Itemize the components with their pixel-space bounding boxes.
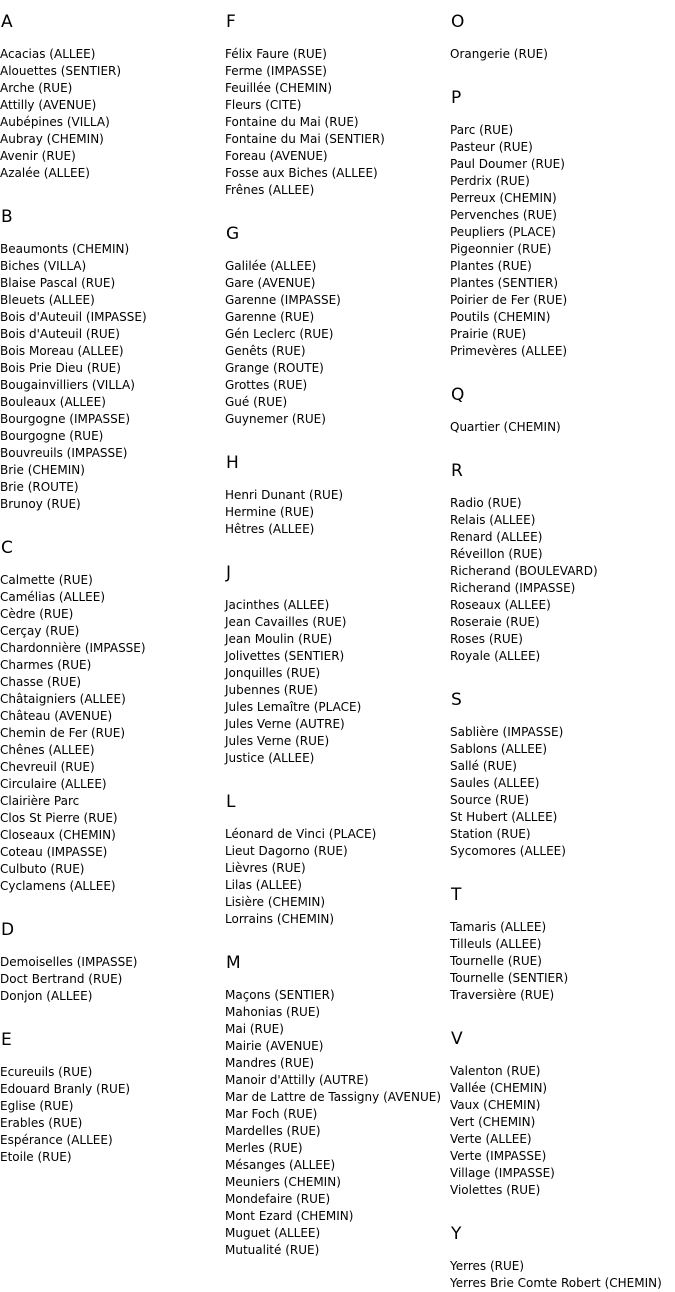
street-list — [225, 46, 450, 199]
street-item: Ecureuils (RUE) — [0, 1065, 93, 1079]
street-item: Foreau (AVENUE) — [225, 149, 328, 163]
street-list — [225, 487, 450, 538]
street-item: Eglise (RUE) — [0, 1099, 74, 1113]
street-item: Vert (CHEMIN) — [450, 1115, 536, 1129]
street-list — [0, 1064, 225, 1166]
street-list — [225, 258, 450, 428]
street-item: St Hubert (ALLEE) — [450, 810, 558, 824]
street-item: Merles (RUE) — [225, 1141, 303, 1155]
street-item: Bleuets (ALLEE) — [0, 293, 95, 307]
section-letter-heading: D — [1, 920, 15, 940]
street-item: Alouettes (SENTIER) — [0, 64, 122, 78]
street-list — [450, 122, 675, 360]
section-spacer — [225, 928, 450, 953]
section-letter-heading: A — [1, 12, 13, 32]
street-item: Lisière (CHEMIN) — [225, 895, 326, 909]
street-item: Calmette (RUE) — [0, 573, 93, 587]
street-item: Relais (ALLEE) — [450, 513, 536, 527]
section-m — [225, 953, 450, 1259]
street-item: Pervenches (RUE) — [450, 208, 557, 222]
street-item: Jean Moulin (RUE) — [225, 632, 333, 646]
street-item: Chevreuil (RUE) — [0, 760, 95, 774]
section-spacer — [225, 538, 450, 563]
street-list — [0, 572, 225, 895]
section-spacer — [225, 428, 450, 453]
street-item: Mar Foch (RUE) — [225, 1107, 318, 1121]
street-list — [450, 495, 675, 665]
street-item: Richerand (IMPASSE) — [450, 581, 576, 595]
section-y — [450, 1224, 675, 1292]
street-item: Bourgogne (RUE) — [0, 429, 104, 443]
street-item: Saules (ALLEE) — [450, 776, 540, 790]
street-item: Aubray (CHEMIN) — [0, 132, 104, 146]
street-list — [225, 987, 450, 1259]
section-letter-heading: O — [451, 12, 465, 32]
section-spacer — [225, 199, 450, 224]
street-item: Sycomores (ALLEE) — [450, 844, 566, 858]
street-item: Azalée (ALLEE) — [0, 166, 90, 180]
street-item: Bourgogne (IMPASSE) — [0, 412, 131, 426]
street-item: Mutualité (RUE) — [225, 1243, 320, 1257]
street-item: Plantes (RUE) — [450, 259, 532, 273]
street-item: Traversière (RUE) — [450, 988, 555, 1002]
section-l — [225, 792, 450, 953]
street-item: Réveillon (RUE) — [450, 547, 543, 561]
section-spacer — [0, 1005, 225, 1030]
street-item: Avenir (RUE) — [0, 149, 76, 163]
street-item: Muguet (ALLEE) — [225, 1226, 321, 1240]
section-j — [225, 563, 450, 792]
street-item: Clos St Pierre (RUE) — [0, 811, 118, 825]
section-c — [0, 538, 225, 920]
street-list — [450, 724, 675, 860]
street-item: Bois d'Auteuil (RUE) — [0, 327, 120, 341]
street-item: Guynemer (RUE) — [225, 412, 326, 426]
street-item: Beaumonts (CHEMIN) — [0, 242, 130, 256]
street-item: Maçons (SENTIER) — [225, 988, 335, 1002]
street-list — [0, 954, 225, 1005]
street-item: Pigeonnier (RUE) — [450, 242, 552, 256]
street-item: Roses (RUE) — [450, 632, 523, 646]
street-list — [450, 1063, 675, 1199]
street-list — [0, 241, 225, 513]
street-item: Bouvreuils (IMPASSE) — [0, 446, 128, 460]
section-letter-heading: Y — [451, 1224, 462, 1244]
street-item: Château (AVENUE) — [0, 709, 113, 723]
street-item: Félix Faure (RUE) — [225, 47, 327, 61]
street-item: Tilleuls (ALLEE) — [450, 937, 542, 951]
section-r — [450, 461, 675, 690]
street-column-2 — [225, 0, 450, 1259]
street-item: Lorrains (CHEMIN) — [225, 912, 335, 926]
street-item: Village (IMPASSE) — [450, 1166, 555, 1180]
street-list — [225, 826, 450, 928]
street-item: Jolivettes (SENTIER) — [225, 649, 345, 663]
section-letter-heading: C — [1, 538, 13, 558]
street-item: Perreux (CHEMIN) — [450, 191, 557, 205]
section-g — [225, 224, 450, 453]
street-item: Genêts (RUE) — [225, 344, 306, 358]
section-spacer — [450, 360, 675, 385]
street-item: Châtaigniers (ALLEE) — [0, 692, 126, 706]
section-spacer — [0, 513, 225, 538]
street-item: Bois d'Auteuil (IMPASSE) — [0, 310, 147, 324]
street-item: Primevères (ALLEE) — [450, 344, 568, 358]
street-item: Biches (VILLA) — [0, 259, 87, 273]
street-item: Camélias (ALLEE) — [0, 590, 105, 604]
section-spacer — [450, 436, 675, 461]
street-item: Orangerie (RUE) — [450, 47, 548, 61]
section-spacer — [225, 767, 450, 792]
street-item: Quartier (CHEMIN) — [450, 420, 561, 434]
section-letter-heading: J — [226, 563, 232, 583]
street-item: Vaux (CHEMIN) — [450, 1098, 541, 1112]
street-item: Brunoy (RUE) — [0, 497, 81, 511]
street-item: Attilly (AVENUE) — [0, 98, 97, 112]
street-item: Bougainvilliers (VILLA) — [0, 378, 135, 392]
street-item: Plantes (SENTIER) — [450, 276, 559, 290]
street-item: Mont Ezard (CHEMIN) — [225, 1209, 354, 1223]
street-item: Erables (RUE) — [0, 1116, 83, 1130]
street-item: Bouleaux (ALLEE) — [0, 395, 106, 409]
street-item: Circulaire (ALLEE) — [0, 777, 107, 791]
street-item: Radio (RUE) — [450, 496, 522, 510]
street-item: Grottes (RUE) — [225, 378, 308, 392]
section-spacer — [450, 665, 675, 690]
section-t — [450, 885, 675, 1029]
section-letter-heading: R — [451, 461, 463, 481]
section-letter-heading: F — [226, 12, 236, 32]
street-item: Mondefaire (RUE) — [225, 1192, 331, 1206]
street-item: Poirier de Fer (RUE) — [450, 293, 568, 307]
street-list — [0, 46, 225, 182]
street-item: Mairie (AVENUE) — [225, 1039, 324, 1053]
street-item: Tamaris (ALLEE) — [450, 920, 547, 934]
street-item: Henri Dunant (RUE) — [225, 488, 344, 502]
section-letter-heading: H — [226, 453, 239, 473]
street-item: Roseraie (RUE) — [450, 615, 540, 629]
section-letter-heading: P — [451, 88, 462, 108]
street-item: Peupliers (PLACE) — [450, 225, 556, 239]
street-item: Brie (ROUTE) — [0, 480, 79, 494]
street-item: Pasteur (RUE) — [450, 140, 533, 154]
section-spacer — [450, 1004, 675, 1029]
street-item: Brie (CHEMIN) — [0, 463, 85, 477]
street-item: Mahonias (RUE) — [225, 1005, 321, 1019]
street-item: Edouard Branly (RUE) — [0, 1082, 131, 1096]
street-item: Garenne (RUE) — [225, 310, 315, 324]
street-item: Doct Bertrand (RUE) — [0, 972, 123, 986]
street-list — [450, 46, 675, 63]
street-item: Lieut Dagorno (RUE) — [225, 844, 348, 858]
section-s — [450, 690, 675, 885]
street-item: Donjon (ALLEE) — [0, 989, 93, 1003]
section-spacer — [450, 63, 675, 88]
street-item: Galilée (ALLEE) — [225, 259, 317, 273]
street-item: Prairie (RUE) — [450, 327, 527, 341]
street-item: Etoile (RUE) — [0, 1150, 72, 1164]
section-spacer — [0, 895, 225, 920]
section-spacer — [450, 860, 675, 885]
street-item: Verte (ALLEE) — [450, 1132, 532, 1146]
street-item: Sallé (RUE) — [450, 759, 517, 773]
street-item: Renard (ALLEE) — [450, 530, 543, 544]
street-item: Chemin de Fer (RUE) — [0, 726, 126, 740]
street-item: Aubépines (VILLA) — [0, 115, 110, 129]
street-item: Gén Leclerc (RUE) — [225, 327, 334, 341]
street-item: Grange (ROUTE) — [225, 361, 324, 375]
section-o — [450, 12, 675, 88]
street-item: Mandres (RUE) — [225, 1056, 315, 1070]
street-item: Ferme (IMPASSE) — [225, 64, 327, 78]
street-item: Hêtres (ALLEE) — [225, 522, 315, 536]
street-item: Gué (RUE) — [225, 395, 288, 409]
street-item: Coteau (IMPASSE) — [0, 845, 108, 859]
section-q — [450, 385, 675, 461]
street-item: Léonard de Vinci (PLACE) — [225, 827, 377, 841]
street-item: Perdrix (RUE) — [450, 174, 530, 188]
street-item: Jacinthes (ALLEE) — [225, 598, 330, 612]
street-item: Cerçay (RUE) — [0, 624, 80, 638]
section-letter-heading: V — [451, 1029, 463, 1049]
street-item: Espérance (ALLEE) — [0, 1133, 113, 1147]
section-letter-heading: B — [1, 207, 13, 227]
street-item: Sablons (ALLEE) — [450, 742, 548, 756]
section-p — [450, 88, 675, 385]
street-item: Chênes (ALLEE) — [0, 743, 95, 757]
section-letter-heading: M — [226, 953, 241, 973]
street-item: Jules Verne (RUE) — [225, 734, 330, 748]
street-item: Jules Lemaître (PLACE) — [225, 700, 362, 714]
street-item: Verte (IMPASSE) — [450, 1149, 547, 1163]
street-item: Bois Prie Dieu (RUE) — [0, 361, 121, 375]
street-item: Jules Verne (AUTRE) — [225, 717, 345, 731]
section-letter-heading: G — [226, 224, 240, 244]
street-item: Valenton (RUE) — [450, 1064, 541, 1078]
street-item: Justice (ALLEE) — [225, 751, 315, 765]
street-item: Tournelle (RUE) — [450, 954, 542, 968]
street-item: Demoiselles (IMPASSE) — [0, 955, 138, 969]
street-item: Clairière Parc — [0, 794, 80, 808]
section-h — [225, 453, 450, 563]
street-item: Closeaux (CHEMIN) — [0, 828, 116, 842]
section-e — [0, 1030, 225, 1166]
street-item: Poutils (CHEMIN) — [450, 310, 551, 324]
section-d — [0, 920, 225, 1030]
section-letter-heading: E — [1, 1030, 12, 1050]
street-item: Culbuto (RUE) — [0, 862, 85, 876]
street-column-3 — [450, 0, 675, 1292]
street-item: Mésanges (ALLEE) — [225, 1158, 336, 1172]
section-letter-heading: T — [451, 885, 462, 905]
street-item: Chasse (RUE) — [0, 675, 82, 689]
street-item: Fontaine du Mai (RUE) — [225, 115, 359, 129]
section-f — [225, 12, 450, 224]
street-item: Frênes (ALLEE) — [225, 183, 315, 197]
street-item: Charmes (RUE) — [0, 658, 92, 672]
street-item: Acacias (ALLEE) — [0, 47, 96, 61]
street-item: Roseaux (ALLEE) — [450, 598, 551, 612]
street-item: Richerand (BOULEVARD) — [450, 564, 598, 578]
section-letter-heading: L — [226, 792, 236, 812]
section-letter-heading: S — [451, 690, 462, 710]
street-item: Mar de Lattre de Tassigny (AVENUE) — [225, 1090, 442, 1104]
street-item: Source (RUE) — [450, 793, 530, 807]
street-list — [450, 419, 675, 436]
section-letter-heading: Q — [451, 385, 465, 405]
section-spacer — [0, 182, 225, 207]
street-item: Tournelle (SENTIER) — [450, 971, 569, 985]
street-item: Yerres Brie Comte Robert (CHEMIN) — [450, 1276, 662, 1290]
street-column-1 — [0, 0, 225, 1166]
street-item: Yerres (RUE) — [450, 1259, 525, 1273]
street-item: Cyclamens (ALLEE) — [0, 879, 116, 893]
street-item: Meuniers (CHEMIN) — [225, 1175, 341, 1189]
street-item: Lilas (ALLEE) — [225, 878, 302, 892]
street-item: Paul Doumer (RUE) — [450, 157, 565, 171]
section-a — [0, 12, 225, 207]
street-item: Mardelles (RUE) — [225, 1124, 321, 1138]
street-item: Cèdre (RUE) — [0, 607, 74, 621]
street-item: Jonquilles (RUE) — [225, 666, 321, 680]
street-item: Arche (RUE) — [0, 81, 73, 95]
street-item: Fosse aux Biches (ALLEE) — [225, 166, 378, 180]
street-item: Station (RUE) — [450, 827, 531, 841]
street-item: Bois Moreau (ALLEE) — [0, 344, 124, 358]
street-item: Sablière (IMPASSE) — [450, 725, 564, 739]
street-item: Jubennes (RUE) — [225, 683, 318, 697]
street-list — [450, 919, 675, 1004]
section-v — [450, 1029, 675, 1224]
street-item: Blaise Pascal (RUE) — [0, 276, 116, 290]
street-list — [450, 1258, 675, 1292]
street-item: Feuillée (CHEMIN) — [225, 81, 333, 95]
street-item: Hermine (RUE) — [225, 505, 315, 519]
street-item: Mai (RUE) — [225, 1022, 284, 1036]
street-item: Parc (RUE) — [450, 123, 514, 137]
street-item: Fontaine du Mai (SENTIER) — [225, 132, 385, 146]
street-item: Violettes (RUE) — [450, 1183, 541, 1197]
street-item: Fleurs (CITE) — [225, 98, 302, 112]
street-item: Chardonnière (IMPASSE) — [0, 641, 146, 655]
street-item: Jean Cavailles (RUE) — [225, 615, 347, 629]
street-item: Royale (ALLEE) — [450, 649, 541, 663]
street-item: Lièvres (RUE) — [225, 861, 306, 875]
street-item: Gare (AVENUE) — [225, 276, 316, 290]
street-item: Vallée (CHEMIN) — [450, 1081, 548, 1095]
street-item: Garenne (IMPASSE) — [225, 293, 341, 307]
street-list — [225, 597, 450, 767]
section-spacer — [450, 1199, 675, 1224]
street-item: Manoir d'Attilly (AUTRE) — [225, 1073, 369, 1087]
section-b — [0, 207, 225, 538]
